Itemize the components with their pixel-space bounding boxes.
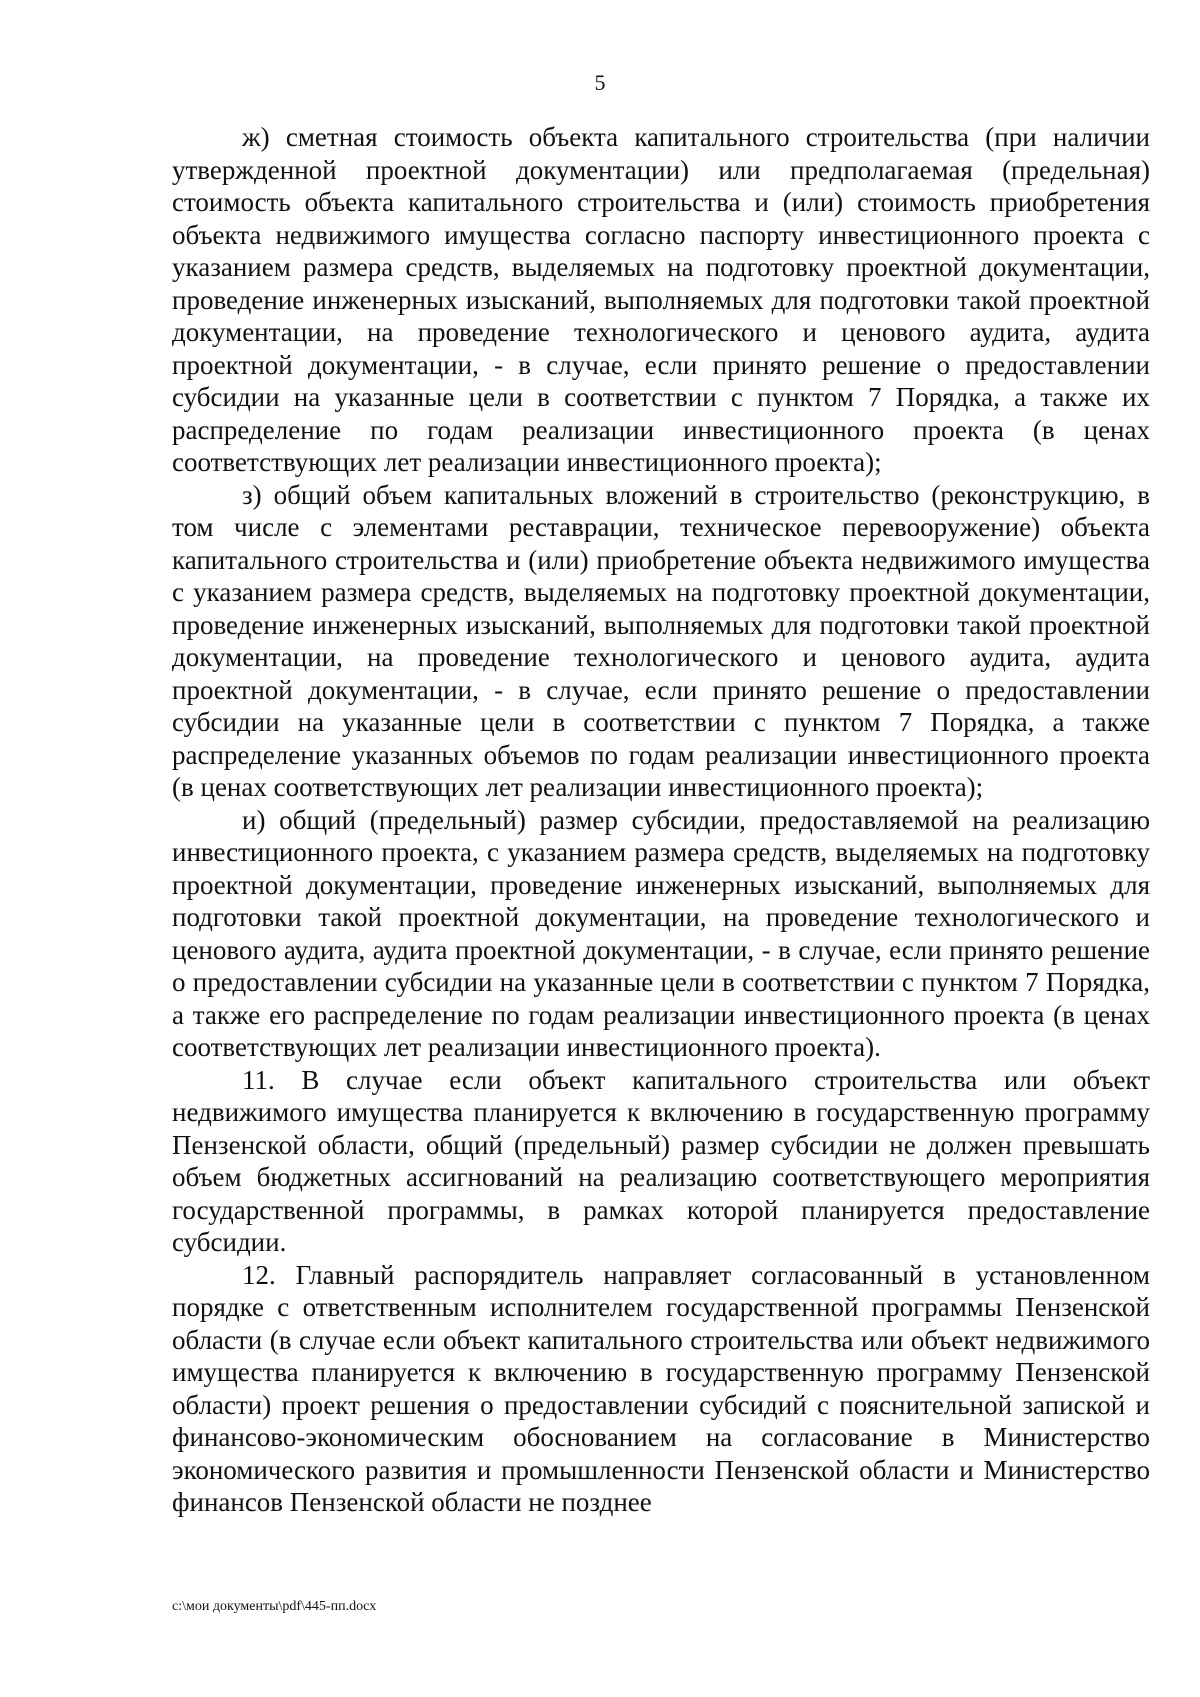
footer-file-path: c:\мои документы\pdf\445-пп.docx (172, 1599, 377, 1614)
paragraph-z: з) общий объем капитальных вложений в строительство (реконструкцию, в том числе с элементами реставрации, техническое перевооружение) объекта капитального строительства и (или) приобретение объекта недвижимого имущества с указанием размера средств, выделяемых на подготовку проектной документации, проведение инженерных изысканий, выполняемых для подготовки такой проектной документации, на проведение технологического и ценового аудита, аудита проектной документации, - в случае, если принято решение о предоставлении субсидии на указанные цели в соответствии с пунктом 7 Порядка, а также распределение указанных объемов по годам реализации инвестиционного проекта (в ценах соответствующих лет реализации инвестиционного проекта); (172, 479, 1150, 802)
paragraph-12: 12. Главный распорядитель направляет согласованный в установленном порядке с ответственным исполнителем государственной программы Пензенской области (в случае если объект капитального строительства или объект недвижимого имущества планируется к включению в государственную программу Пензенской области) проект решения о предоставлении субсидий с пояснительной запиской и финансово-экономическим обоснованием на согласование в Министерство экономического развития и промышленности Пензенской области и Министерство финансов Пензенской области не позднее (172, 1259, 1150, 1517)
paragraph-11: 11. В случае если объект капитального строительства или объект недвижимого имущества планируется к включению в государственную программу Пензенской области, общий (предельный) размер субсидии не должен превышать объем бюджетных ассигнований на реализацию соответствующего мероприятия государственной программы, в рамках которой планируется предоставление субсидии. (172, 1064, 1150, 1257)
document-body (172, 121, 1150, 1519)
page-number: 5 (594, 70, 606, 95)
paragraph-zh: ж) сметная стоимость объекта капитального строительства (при наличии утвержденной проектной документации) или предполагаемая (предельная) стоимость объекта капитального строительства и (или) стоимость приобретения объекта недвижимого имущества согласно паспорту инвестиционного проекта с указанием размера средств, выделяемых на подготовку проектной документации, проведение инженерных изысканий, выполняемых для подготовки такой проектной документации, на проведение технологического и ценового аудита, аудита проектной документации, - в случае, если принято решение о предоставлении субсидии на указанные цели в соответствии с пунктом 7 Порядка, а также их распределение по годам реализации инвестиционного проекта (в ценах соответствующих лет реализации инвестиционного проекта); (172, 122, 1150, 477)
paragraph-i: и) общий (предельный) размер субсидии, предоставляемой на реализацию инвестиционного проекта, с указанием размера средств, выделяемых на подготовку проектной документации, проведение инженерных изысканий, выполняемых для подготовки такой проектной документации, на проведение технологического и ценового аудита, аудита проектной документации, - в случае, если принято решение о предоставлении субсидии на указанные цели в соответствии с пунктом 7 Порядка, а также его распределение по годам реализации инвестиционного проекта (в ценах соответствующих лет реализации инвестиционного проекта). (172, 804, 1150, 1062)
